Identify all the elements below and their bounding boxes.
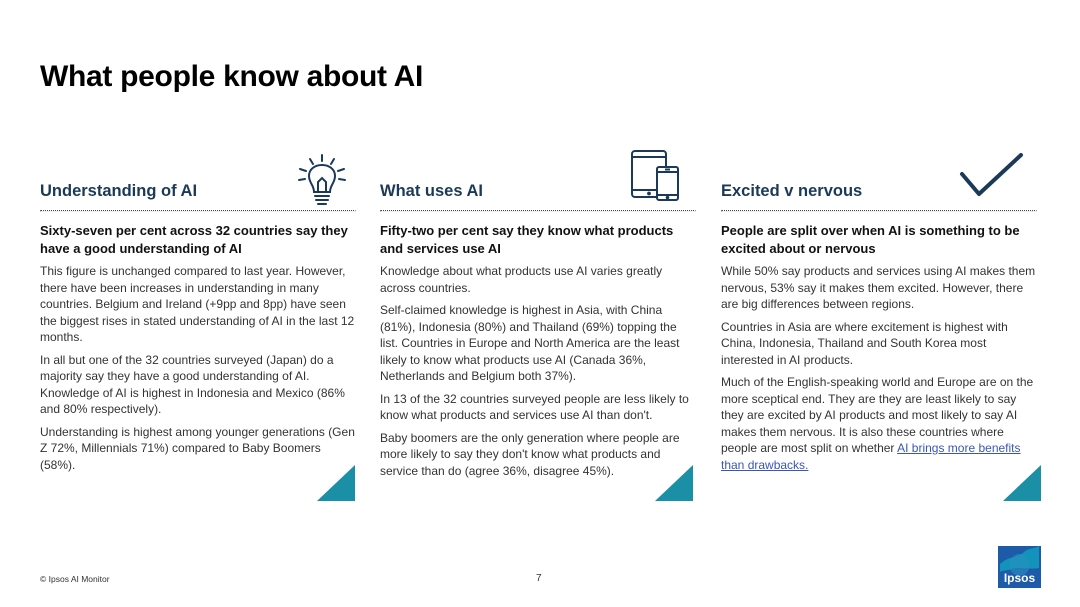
column-paragraph: This figure is unchanged compared to last year. However, there have been increases in understanding in many countries. Belgium and Ireland (+9pp and 8pp) have seen the biggest rises in stated understanding of AI in the last 12 months. [40,264,355,344]
column-understanding [40,148,356,479]
column-lead: Sixty-seven per cent across 32 countries say they have a good understanding of AI [40,223,348,256]
column-title: Excited v nervous [721,182,863,200]
column-what-uses-ai [380,148,696,485]
corner-triangle-decoration [317,465,355,501]
page-number: 7 [536,573,542,584]
corner-triangle-decoration [655,465,693,501]
column-lead: People are split over when AI is something to be excited about or nervous [721,223,1020,256]
column-header [40,148,356,210]
benefits-drawbacks-link[interactable]: AI brings more benefits than drawbacks. [721,441,1021,472]
column-paragraph: In 13 of the 32 countries surveyed people are less likely to know what products and services use AI than don't. [380,391,689,422]
corner-triangle-decoration [1003,465,1041,501]
column-paragraph: Countries in Asia are where excitement is highest with China, Indonesia, Thailand and South Korea most interested in AI products. [721,319,1008,367]
paragraph-text: Much of the English-speaking world and Europe are on the more sceptical end. They are they are least likely to say they are excited by AI products and most likely to say AI makes them nervous. It is also these countries where people are most split on whether [721,375,1034,455]
column-paragraph: Knowledge about what products use AI varies greatly across countries. [380,264,663,295]
lightbulb-icon [294,152,350,208]
column-title: Understanding of AI [40,182,198,200]
ipsos-logo [998,546,1041,588]
logo-text: Ipsos [1003,571,1036,585]
column-paragraph [721,374,1037,473]
column-header [721,148,1037,210]
dotted-divider [721,210,1037,212]
column-title: What uses AI [380,182,483,200]
column-paragraph: Baby boomers are the only generation where people are more likely to say they don't know what products and service than do (agree 36%, disagree 45%). [380,430,680,478]
column-paragraph: While 50% say products and services using AI makes them nervous, 53% say it makes them excited. However, there are big differences between regions. [721,264,1036,311]
checkmark-icon [959,152,1025,202]
column-paragraph: Self-claimed knowledge is highest in Asia, with China (81%), Indonesia (80%) and Thailand (69%) topping the list. Countries in Europe and North America are the least likely to know what products use AI (Canada 36%, Netherlands and Belgium both 37%). [380,303,680,383]
footer-source: © Ipsos AI Monitor [40,574,110,584]
dotted-divider [40,210,356,212]
page-title: What people know about AI [40,60,424,93]
column-paragraph: Understanding is highest among younger generations (Gen Z 72%, Millennials 71%) compared to Baby Boomers (58%). [40,424,355,472]
column-excited-nervous [721,148,1037,479]
column-header [380,148,696,210]
dotted-divider [380,210,696,212]
column-lead: Fifty-two per cent say they know what products and services use AI [380,223,674,256]
column-paragraph: In all but one of the 32 countries surveyed (Japan) do a majority say they have a good understanding of AI. Knowledge of AI is highest in Indonesia and Mexico (86% and 80% respectively). [40,352,345,416]
devices-icon [630,150,680,202]
